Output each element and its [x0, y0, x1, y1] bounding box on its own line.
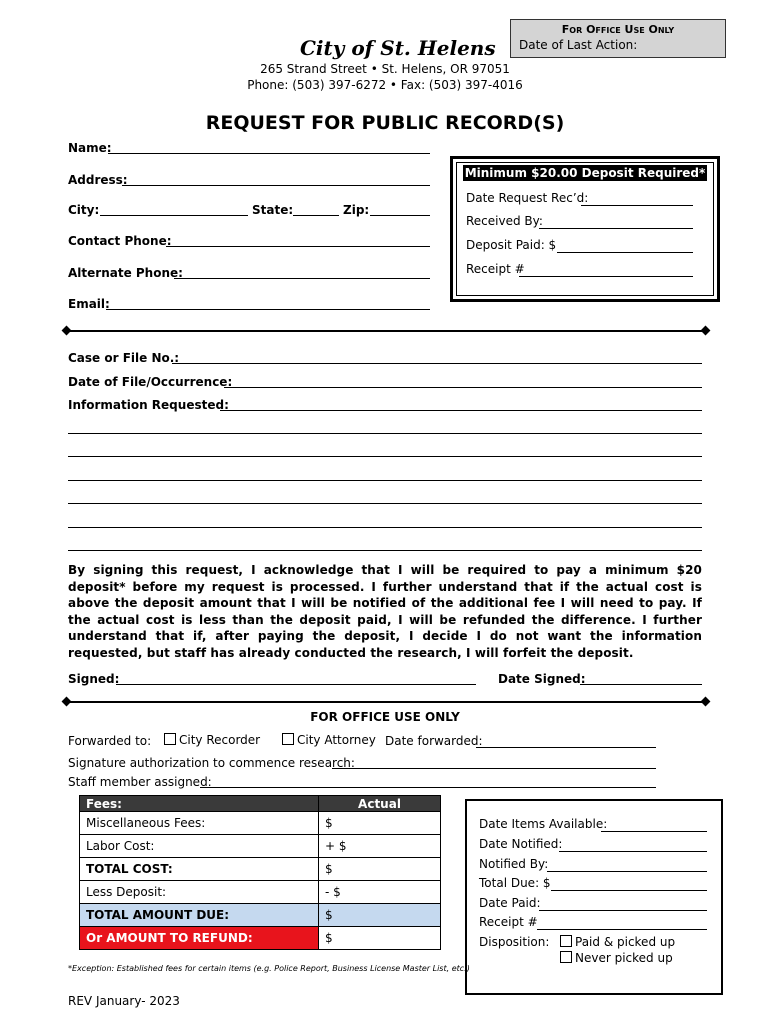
fee-label: TOTAL COST: [80, 858, 319, 881]
acknowledgement-text: By signing this request, I acknowledge that I will be required to pay a minimum $20 deposit* before my request is processed. I further understand that if the actual cost is above the deposit amount that I will be notified of the additional fee I will need to pay. If the actual cost is less than the deposit paid, I will be refunded the difference. I further understand that if, after paying the deposit, I decide I do not want the information requested, but staff has already conducted the research, I will forfeit the deposit. [68, 563, 702, 660]
fee-label: Or AMOUNT TO REFUND: [80, 927, 319, 950]
deposit-box [450, 156, 720, 302]
staff-field[interactable] [200, 787, 656, 788]
divider-end [62, 697, 72, 707]
zip-field[interactable] [370, 215, 430, 216]
alt-phone-field[interactable] [174, 278, 430, 279]
fee-label: Miscellaneous Fees: [80, 812, 319, 835]
date-recd-field[interactable] [581, 205, 693, 206]
checkbox-icon[interactable] [282, 733, 294, 745]
checkbox-icon[interactable] [560, 951, 572, 963]
table-row [80, 881, 441, 904]
date-signed-field[interactable] [580, 684, 702, 685]
items-box [465, 799, 723, 995]
date-signed-label: Date Signed: [498, 672, 586, 686]
total-due-label: Total Due: $ [479, 876, 551, 890]
info-line[interactable] [68, 456, 702, 457]
date-forwarded-field[interactable] [476, 747, 656, 748]
fee-value[interactable]: - $ [319, 881, 441, 904]
info-line[interactable] [68, 527, 702, 528]
fee-label: Less Deposit: [80, 881, 319, 904]
date-last-action-label: Date of Last Action: [519, 38, 638, 52]
city-field[interactable] [100, 215, 248, 216]
fees-header: Fees: [80, 796, 319, 812]
date-notified-field[interactable] [559, 851, 707, 852]
contact-phone-label: Contact Phone: [68, 234, 172, 248]
city-logo-text: City of St. Helens [300, 36, 496, 60]
city-phones: Phone: (503) 397-6272 • Fax: (503) 397-4016 [247, 78, 523, 92]
email-label: Email: [68, 297, 110, 311]
revision-label: REV January- 2023 [68, 994, 180, 1008]
fee-value[interactable]: $ [319, 927, 441, 950]
address-field[interactable] [122, 185, 430, 186]
fee-value[interactable]: $ [319, 858, 441, 881]
form-title: REQUEST FOR PUBLIC RECORD(S) [205, 112, 565, 134]
alt-phone-label: Alternate Phone: [68, 266, 183, 280]
divider-end [701, 697, 711, 707]
state-label: State: [252, 203, 294, 217]
address-label: Address: [68, 173, 128, 187]
date-file-label: Date of File/Occurrence: [68, 375, 233, 389]
staff-label: Staff member assigned: [68, 775, 212, 789]
never-picked-up-label: Never picked up [575, 951, 673, 965]
date-paid-label: Date Paid: [479, 896, 541, 910]
forwarded-to-label: Forwarded to: [68, 734, 152, 748]
contact-phone-field[interactable] [166, 246, 430, 247]
zip-label: Zip: [343, 203, 370, 217]
case-no-label: Case or File No.: [68, 351, 180, 365]
sig-auth-field[interactable] [332, 768, 656, 769]
signed-field[interactable] [116, 684, 476, 685]
city-address: 265 Strand Street • St. Helens, OR 97051 [260, 62, 510, 76]
notified-by-label: Notified By: [479, 857, 549, 871]
table-header-row [80, 796, 441, 812]
items-available-field[interactable] [601, 831, 707, 832]
items-receipt-label: Receipt # [479, 915, 538, 929]
name-field[interactable] [108, 153, 430, 154]
paid-picked-up-option[interactable] [560, 935, 675, 949]
office-use-title: For Office Use Only [561, 23, 675, 36]
receipt-field[interactable] [519, 276, 693, 277]
table-row [80, 858, 441, 881]
email-field[interactable] [106, 309, 430, 310]
info-requested-field[interactable] [220, 410, 702, 411]
received-by-label: Received By: [466, 214, 543, 228]
divider-end [62, 326, 72, 336]
disposition-label: Disposition: [479, 935, 550, 949]
signed-label: Signed: [68, 672, 120, 686]
items-available-label: Date Items Available: [479, 817, 608, 831]
table-row [80, 927, 441, 950]
checkbox-icon[interactable] [560, 935, 572, 947]
deposit-paid-label: Deposit Paid: $ [466, 238, 557, 252]
table-row [80, 835, 441, 858]
fee-label: Labor Cost: [80, 835, 319, 858]
fee-label: TOTAL AMOUNT DUE: [80, 904, 319, 927]
name-label: Name: [68, 141, 112, 155]
info-line[interactable] [68, 550, 702, 551]
city-attorney-label: City Attorney [297, 733, 376, 747]
table-row [80, 812, 441, 835]
city-attorney-option[interactable] [282, 733, 376, 747]
city-recorder-label: City Recorder [179, 733, 261, 747]
deposit-paid-field[interactable] [557, 252, 693, 253]
date-recd-label: Date Request Rec’d: [466, 191, 589, 205]
fee-value[interactable]: $ [319, 812, 441, 835]
never-picked-up-option[interactable] [560, 951, 673, 965]
exception-note: *Exception: Established fees for certain items (e.g. Police Report, Business License Master List, etc.) [68, 964, 470, 973]
office-use-heading: FOR OFFICE USE ONLY [310, 710, 460, 724]
total-due-field[interactable] [551, 890, 707, 891]
deposit-heading: Minimum $20.00 Deposit Required* [464, 166, 706, 180]
divider-end [701, 326, 711, 336]
paid-picked-up-label: Paid & picked up [575, 935, 676, 949]
info-line[interactable] [68, 433, 702, 434]
checkbox-icon[interactable] [164, 733, 176, 745]
date-notified-label: Date Notified: [479, 837, 563, 851]
office-use-box [510, 19, 726, 58]
city-recorder-option[interactable] [164, 733, 260, 747]
fee-value[interactable]: + $ [319, 835, 441, 858]
date-file-field[interactable] [224, 387, 702, 388]
fee-value[interactable]: $ [319, 904, 441, 927]
info-line[interactable] [68, 480, 702, 481]
table-row [80, 904, 441, 927]
notified-by-field[interactable] [547, 871, 707, 872]
date-forwarded-label: Date forwarded: [385, 734, 483, 748]
received-by-field[interactable] [539, 228, 693, 229]
date-paid-field[interactable] [539, 910, 707, 911]
info-line[interactable] [68, 503, 702, 504]
sig-auth-label: Signature authorization to commence research: [68, 756, 355, 770]
fees-table [79, 795, 441, 950]
section-divider [68, 330, 706, 332]
info-requested-label: Information Requested: [68, 398, 229, 412]
state-field[interactable] [293, 215, 339, 216]
items-receipt-field[interactable] [537, 929, 707, 930]
receipt-label: Receipt # [466, 262, 525, 276]
city-label: City: [68, 203, 100, 217]
section-divider [68, 701, 706, 703]
case-no-field[interactable] [172, 363, 702, 364]
actual-header: Actual [319, 796, 441, 812]
